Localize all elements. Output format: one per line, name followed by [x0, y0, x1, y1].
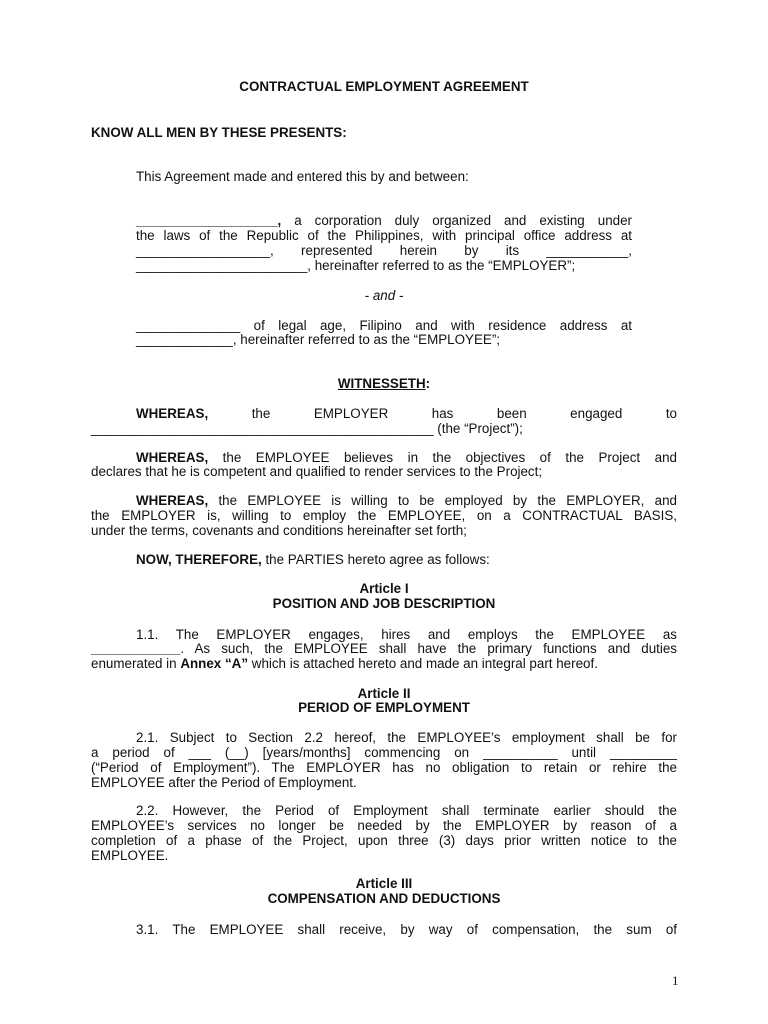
- section-2-1-line-1: 2.1. Subject to Section 2.2 hereof, the EMPLOYEE’s employment shall be for: [136, 730, 677, 745]
- and-separator: - and -: [364, 288, 404, 303]
- article-2-title: Article II: [357, 686, 411, 701]
- witnesseth-heading: WITNESSETH:: [337, 376, 431, 391]
- section-2-1-line-2: a period of ___ (__) [years/months] commencing on __________ until _________: [91, 745, 677, 760]
- whereas-2-line-2: declares that he is competent and qualified to render services to the Project;: [91, 464, 543, 479]
- article-3-title: Article III: [355, 876, 413, 891]
- section-1-1-line-3: enumerated in Annex “A” which is attached hereto and made an integral part hereof.: [91, 656, 598, 671]
- section-1-1-line-1: 1.1. The EMPLOYER engages, hires and employs the EMPLOYEE as: [136, 627, 677, 642]
- whereas-3-line-2: the EMPLOYER is, willing to employ the EMPLOYEE, on a CONTRACTUAL BASIS,: [91, 508, 677, 523]
- article-2-subtitle: PERIOD OF EMPLOYMENT: [298, 700, 470, 715]
- section-2-2-line-3: completion of a phase of the Project, upon three (3) days prior written notice to the: [91, 833, 677, 848]
- section-2-1-line-4: EMPLOYEE after the Period of Employment.: [91, 775, 357, 790]
- intro-text: This Agreement made and entered this by and between:: [136, 169, 469, 184]
- document-title: CONTRACTUAL EMPLOYMENT AGREEMENT: [239, 79, 529, 94]
- section-2-2-line-4: EMPLOYEE.: [91, 848, 169, 863]
- section-1-1-line-2: ____________. As such, the EMPLOYEE shall have the primary functions and duties: [91, 641, 677, 656]
- employer-name-blank: ___________________,: [136, 213, 282, 228]
- employee-line-2: _____________, hereinafter referred to as the “EMPLOYEE”;: [136, 332, 500, 347]
- now-therefore-line: NOW, THEREFORE, the PARTIES hereto agree as follows:: [136, 552, 490, 567]
- employer-line-4: _______________________, hereinafter referred to as the “EMPLOYER”;: [136, 258, 576, 273]
- article-3-subtitle: COMPENSATION AND DEDUCTIONS: [267, 891, 501, 906]
- whereas-1-line-1: WHEREAS, the EMPLOYER has been engaged to: [136, 406, 677, 421]
- whereas-3-line-1: WHEREAS, the EMPLOYEE is willing to be employed by the EMPLOYER, and: [136, 493, 677, 508]
- employee-line-1: ______________ of legal age, Filipino and with residence address at: [136, 318, 632, 333]
- page-number: 1: [672, 973, 679, 988]
- annex-a-reference: Annex “A”: [180, 656, 249, 671]
- article-1-title: Article I: [359, 581, 409, 596]
- whereas-1-line-2: ______________________________________________ (the “Project”);: [91, 421, 523, 436]
- employer-line-1: ___________________, a corporation duly organized and existing under: [136, 213, 632, 228]
- whereas-3-line-3: under the terms, covenants and conditions hereinafter set forth;: [91, 523, 467, 538]
- employer-line-2: the laws of the Republic of the Philippines, with principal office address at: [136, 228, 632, 243]
- section-3-1-line-1: 3.1. The EMPLOYEE shall receive, by way of compensation, the sum of: [136, 922, 677, 937]
- employer-line-3: __________________, represented herein by its ___________,: [136, 243, 632, 258]
- know-all-heading: KNOW ALL MEN BY THESE PRESENTS:: [91, 125, 347, 140]
- section-2-1-line-3: (“Period of Employment”). The EMPLOYER has no obligation to retain or rehire the: [91, 760, 677, 775]
- section-2-2-line-2: EMPLOYEE’s services no longer be needed by the EMPLOYER by reason of a: [91, 818, 677, 833]
- whereas-2-line-1: WHEREAS, the EMPLOYEE believes in the objectives of the Project and: [136, 450, 677, 465]
- section-2-2-line-1: 2.2. However, the Period of Employment shall terminate earlier should the: [136, 803, 677, 818]
- article-1-subtitle: POSITION AND JOB DESCRIPTION: [272, 596, 496, 611]
